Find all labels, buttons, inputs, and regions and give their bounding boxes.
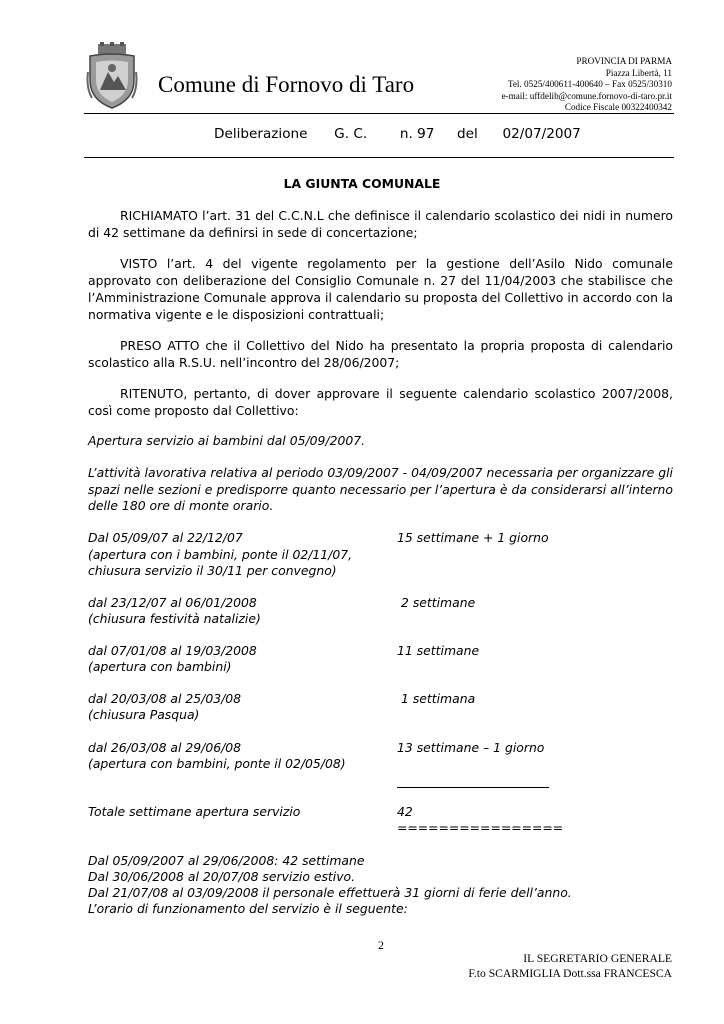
- paragraph-visto: VISTO l’art. 4 del vigente regolamento per la gestione dell’Asilo Nido comunale approvato con deliberazione del Consiglio Comunale n. 27 del 11/04/2003 che stabilisce che l’Amministrazione Comunale approva il calendario su proposta del Collettivo in accordo con la normativa vigente e le disposizioni contrattuali;: [88, 256, 673, 322]
- calendar-period: dal 23/12/07 al 06/01/2008: [88, 595, 257, 610]
- municipal-crest-logo: [86, 42, 138, 110]
- sum-underline: [397, 787, 549, 788]
- contact-fiscal-code: Codice Fiscale 00322400342: [564, 102, 672, 113]
- delib-number: n. 97: [399, 126, 435, 142]
- delib-date: 02/07/2007: [502, 126, 581, 142]
- contact-phone: Tel. 0525/400611-400640 – Fax 0525/30310: [507, 79, 672, 90]
- delib-organ: G. C.: [334, 126, 368, 142]
- contact-email: e-mail: uffdelib@comune.fornovo-di-taro.pr.it: [501, 90, 672, 101]
- totale-value: 42: [397, 804, 413, 819]
- paragraph-ritenuto: RITENUTO, pertanto, di dover approvare il seguente calendario scolastico 2007/2008, così come proposto dal Collettivo:: [88, 386, 673, 418]
- totale-label: Totale settimane apertura servizio: [88, 804, 301, 819]
- delib-del: del: [457, 126, 478, 142]
- calendar-period: Dal 05/09/07 al 22/12/07: [88, 530, 243, 545]
- contact-address: Piazza Libertà, 11: [605, 67, 672, 78]
- calendar-note: (apertura con bambini, ponte il 02/05/08): [88, 756, 346, 771]
- calendar-duration: 2 settimane: [401, 595, 476, 610]
- contact-block: [501, 56, 672, 114]
- calendar-note: (apertura con i bambini, ponte il 02/11/07,: [88, 547, 353, 562]
- summary-line: Dal 21/07/08 al 03/09/2008 il personale effettuerà 31 giorni di ferie dell’anno.: [88, 885, 572, 900]
- summary-line: Dal 30/06/2008 al 20/07/08 servizio estivo.: [88, 869, 356, 884]
- delib-label: Deliberazione: [214, 126, 308, 142]
- summary-line: L’orario di funzionamento del servizio è il seguente:: [88, 901, 408, 916]
- deliberazione-line: [214, 126, 581, 142]
- calendar-duration: 1 settimana: [401, 691, 476, 706]
- page-number: 2: [378, 938, 384, 952]
- calendar-note: (chiusura Pasqua): [88, 707, 200, 722]
- totale-double-rule: ================: [397, 820, 564, 835]
- paragraph-richiamato: RICHIAMATO l’art. 31 del C.C.N.L che definisce il calendario scolastico dei nidi in numero di 42 settimane da definirsi in sede di concertazione;: [88, 208, 673, 240]
- paragraph-preso-atto: PRESO ATTO che il Collettivo del Nido ha presentato la propria proposta di calendario scolastico alla R.S.U. nell’incontro del 28/06/2007;: [88, 338, 673, 370]
- contact-provincia: PROVINCIA DI PARMA: [576, 56, 672, 66]
- calendar-period: dal 20/03/08 al 25/03/08: [88, 691, 242, 706]
- calendar-duration: 15 settimane + 1 giorno: [397, 530, 549, 545]
- apertura-servizio: Apertura servizio ai bambini dal 05/09/2007.: [88, 433, 366, 448]
- header-divider: [84, 113, 674, 114]
- calendar-note: (chiusura festività natalizie): [88, 611, 261, 626]
- comune-title: Comune di Fornovo di Taro: [158, 72, 415, 97]
- signature-name: F.to SCARMIGLIA Dott.ssa FRANCESCA: [468, 966, 672, 980]
- signature-title: IL SEGRETARIO GENERALE: [523, 952, 672, 965]
- deliberazione-divider: [84, 157, 674, 158]
- calendar-period: dal 26/03/08 al 29/06/08: [88, 740, 242, 755]
- section-heading: LA GIUNTA COMUNALE: [283, 176, 441, 191]
- summary-line: Dal 05/09/2007 al 29/06/2008: 42 settimane: [88, 853, 365, 868]
- calendar-duration: 13 settimane – 1 giorno: [397, 740, 545, 755]
- signature-block: [468, 952, 672, 981]
- calendar-period: dal 07/01/08 al 19/03/2008: [88, 643, 257, 658]
- calendar-note: chiusura servizio il 30/11 per convegno): [88, 563, 337, 578]
- attivita-lavorativa: L’attività lavorativa relativa al periodo 03/09/2007 - 04/09/2007 necessaria per organizzare gli spazi nelle sezioni e predisporre quanto necessario per l’apertura è da considerarsi all’interno delle 180 ore di monte orario.: [88, 465, 673, 513]
- calendar-duration: 11 settimane: [397, 643, 480, 658]
- calendar-note: (apertura con bambini): [88, 659, 232, 674]
